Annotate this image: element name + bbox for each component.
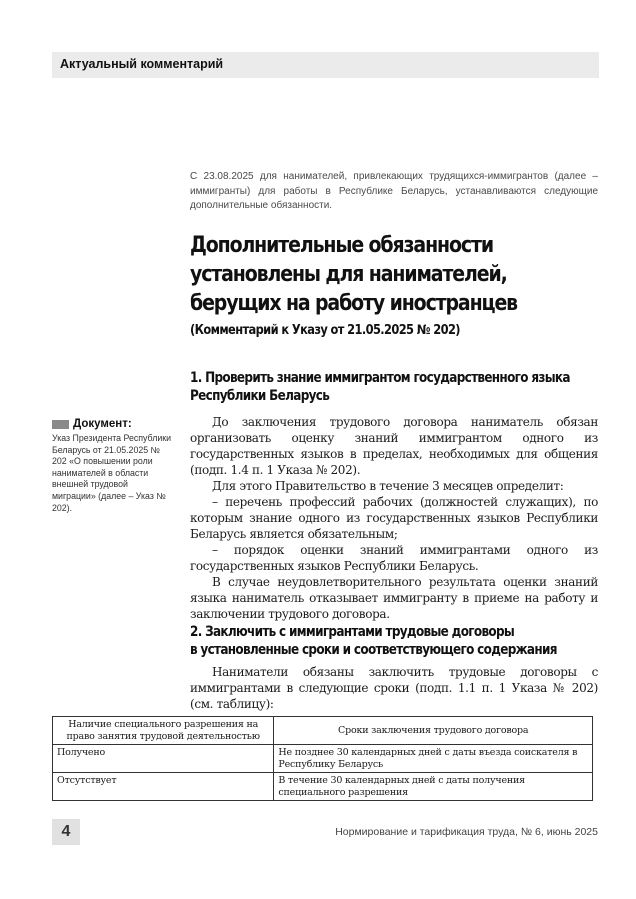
section-2-body xyxy=(190,664,598,712)
section-2-heading xyxy=(190,623,557,659)
table-header-cell: Наличие специального разрешения на право занятия трудовой деятельностью xyxy=(53,717,274,745)
publication-info: Нормирование и тарификация труда, № 6, июнь 2025 xyxy=(335,826,598,838)
body-paragraph: В случае неудовлетворительного результата оценки знаний языка наниматель отказывает иммигранту в приеме на работу и заключении трудового договора. xyxy=(190,575,598,621)
body-paragraph: – порядок оценки знаний иммигрантами одного из государственных языков Республики Беларусь. xyxy=(190,543,598,573)
table-header-row xyxy=(53,717,593,745)
sidebar-heading xyxy=(52,418,174,430)
section-1-heading xyxy=(190,369,570,405)
section-2-heading-line: в установленные сроки и соответствующего содержания xyxy=(190,642,557,658)
sidebar-heading-label: Документ: xyxy=(73,418,132,430)
table-cell: Получено xyxy=(53,745,274,773)
document-sidebar xyxy=(52,418,174,514)
section-header-label: Актуальный комментарий xyxy=(60,57,224,71)
body-paragraph: До заключения трудового договора наниматель обязан организовать оценку знаний иммигрантом одного из государственных языков в пределах, необходимых для общения (подп. 1.4 п. 1 Указа № 202). xyxy=(190,415,598,477)
page-number: 4 xyxy=(52,819,80,845)
table-row xyxy=(53,745,593,773)
body-paragraph: Для этого Правительство в течение 3 месяцев определит: xyxy=(212,479,564,493)
body-paragraph: – перечень профессий рабочих (должностей служащих), по которым знание одного из государственных языков Республики Беларусь является обязательным; xyxy=(190,495,598,541)
section-1-heading-line: 1. Проверить знание иммигрантом государственного языка xyxy=(190,370,570,386)
document-marker-icon xyxy=(52,420,69,429)
table-cell: Отсутствует xyxy=(53,773,274,801)
section-header-bar xyxy=(52,52,599,78)
article-title xyxy=(190,231,543,318)
table-cell: Не позднее 30 календарных дней с даты въезда соискателя в Республику Беларусь xyxy=(274,745,593,773)
article-title-line: Дополнительные обязанности xyxy=(190,233,493,258)
section-1-body xyxy=(190,414,598,622)
article-title-line: установлены для нанимателей, xyxy=(190,262,507,287)
article-title-line: берущих на работу иностранцев xyxy=(190,291,518,316)
intro-paragraph: С 23.08.2025 для нанимателей, привлекающих трудящихся-иммигрантов (далее – иммигранты) для работы в Республике Беларусь, устанавливаются следующие дополнительные обязанности. xyxy=(190,171,598,211)
table-cell: В течение 30 календарных дней с даты получения специального разрешения xyxy=(274,773,593,801)
section-1-heading-line: Республики Беларусь xyxy=(190,388,330,404)
body-paragraph: Наниматели обязаны заключить трудовые договоры с иммигрантами в следующие сроки (подп. 1.1 п. 1 Указа № 202) (см. таблицу): xyxy=(190,665,598,711)
table-row xyxy=(53,773,593,801)
table-header-cell: Сроки заключения трудового договора xyxy=(274,717,593,745)
article-subtitle: (Комментарий к Указу от 21.05.2025 № 202) xyxy=(190,323,460,338)
section-2-heading-line: 2. Заключить с иммигрантами трудовые договоры xyxy=(190,624,515,640)
sidebar-text: Указ Президента Республики Беларусь от 21.05.2025 № 202 «О повышении роли нанимателей в области внешней трудовой миграции» (далее – Указ № 202). xyxy=(52,433,172,513)
terms-table xyxy=(52,716,593,801)
